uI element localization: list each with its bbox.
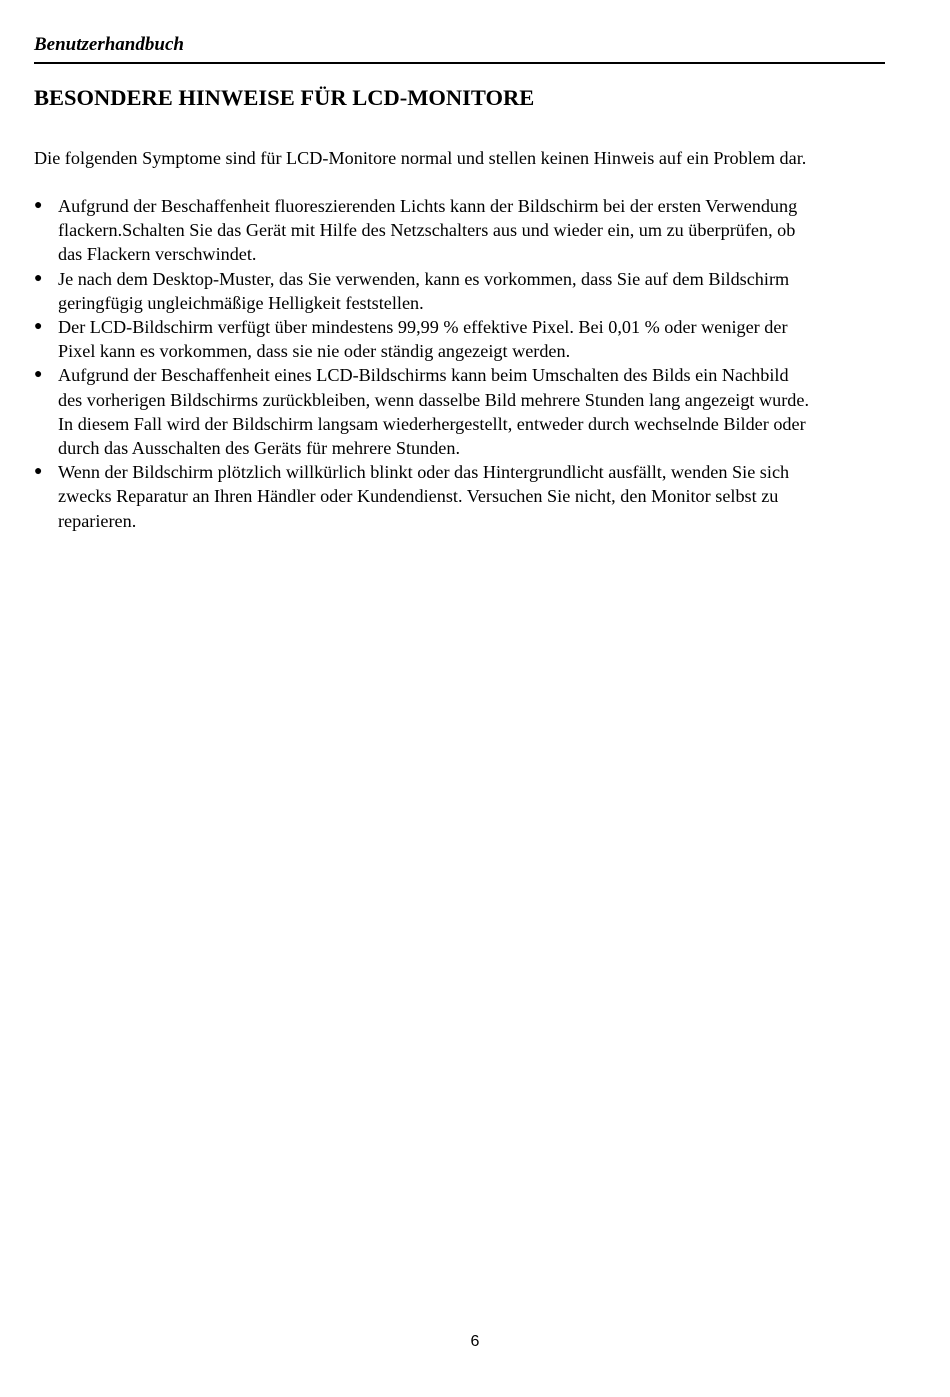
list-item — [34, 315, 918, 363]
section-title: BESONDERE HINWEISE FÜR LCD-MONITORE — [34, 85, 535, 110]
list-item-line: flackern.Schalten Sie das Gerät mit Hilfe des Netzschalters aus und wieder ein, um zu überprüfen, ob — [58, 220, 796, 241]
list-item-line: Je nach dem Desktop-Muster, das Sie verwenden, kann es vorkommen, dass Sie auf dem Bildschirm — [58, 268, 790, 289]
list-item-line: geringfügig ungleichmäßige Helligkeit feststellen. — [58, 292, 424, 313]
bullet-icon: ● — [34, 367, 43, 383]
bullet-icon: ● — [34, 270, 43, 286]
list-item — [34, 194, 918, 267]
list-item-line: Pixel kann es vorkommen, dass sie nie oder ständig angezeigt werden. — [58, 341, 571, 362]
list-item-line: des vorherigen Bildschirms zurückbleiben, wenn dasselbe Bild mehrere Stunden lang angezeigt wurde. — [58, 389, 810, 410]
bullet-icon: ● — [34, 319, 43, 335]
list-item-line: zwecks Reparatur an Ihren Händler oder Kundendienst. Versuchen Sie nicht, den Monitor selbst zu — [58, 486, 779, 507]
list-item-line: Wenn der Bildschirm plötzlich willkürlich blinkt oder das Hintergrundlicht ausfällt, wenden Sie sich — [58, 462, 790, 483]
intro-paragraph: Die folgenden Symptome sind für LCD-Monitore normal und stellen keinen Hinweis auf ein Problem dar. — [34, 148, 807, 168]
bullet-icon: ● — [34, 198, 43, 213]
list-item-line: reparieren. — [58, 510, 137, 531]
symptom-list — [34, 194, 918, 533]
page-number: 6 — [470, 1333, 480, 1350]
list-item — [34, 267, 918, 315]
page-header — [34, 33, 885, 57]
list-item-line: Der LCD-Bildschirm verfügt über mindestens 99,99 % effektive Pixel. Bei 0,01 % oder weniger der — [58, 317, 788, 338]
list-item-line: Aufgrund der Beschaffenheit fluoreszierenden Lichts kann der Bildschirm bei der ersten Verwendung — [58, 196, 798, 216]
running-title: Benutzerhandbuch — [34, 34, 184, 55]
list-item-line: In diesem Fall wird der Bildschirm langsam wiederhergestellt, entweder durch wechselnde Bilder oder — [58, 413, 806, 434]
list-item-line: durch das Ausschalten des Geräts für mehrere Stunden. — [58, 438, 461, 459]
list-item-line: Aufgrund der Beschaffenheit eines LCD-Bildschirms kann beim Umschalten des Bilds ein Nachbild — [58, 365, 789, 386]
list-item-line: das Flackern verschwindet. — [58, 244, 257, 265]
header-rule — [34, 62, 885, 64]
bullet-icon: ● — [34, 464, 43, 480]
list-item — [34, 363, 918, 460]
list-item — [34, 460, 918, 533]
